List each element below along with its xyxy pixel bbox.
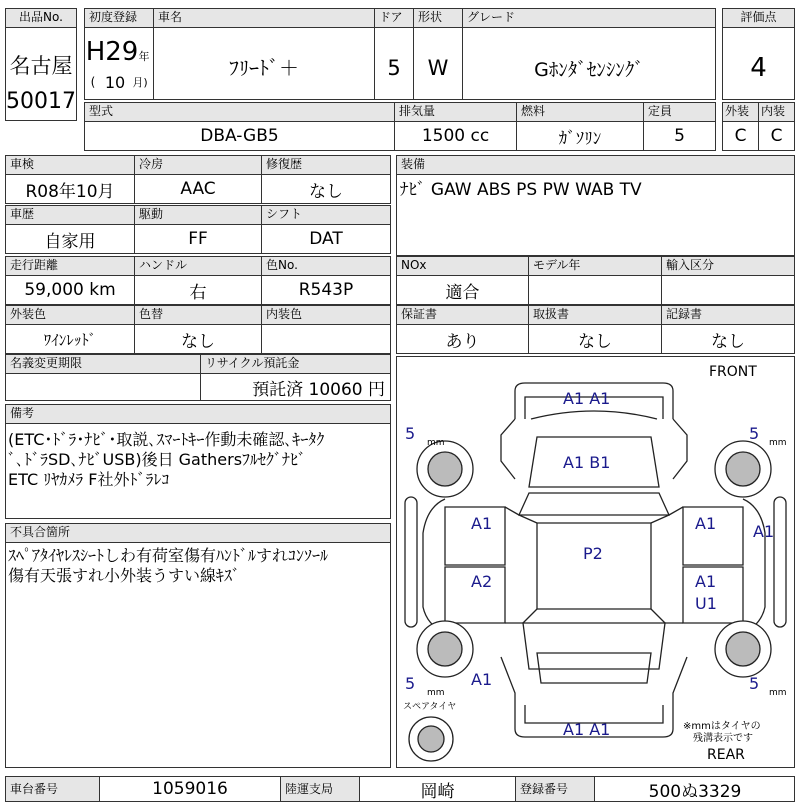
repair: なし [309,181,343,202]
inspection: R08年10月 [25,181,115,202]
tire-depth-left-rear: 5 [405,674,416,693]
first-reg-month: 10 [104,72,126,92]
import [661,275,795,305]
recycle: 預託済 10060 円 [252,379,385,400]
name-change-label: 名義変更期限 [5,354,201,374]
recycle-label: リサイクル預託金 [200,354,391,374]
windshield-shape [519,493,669,515]
defects-line-1: ｽﾍﾟｱﾀｲﾔﾚｽｼｰﾄしわ有荷室傷有ﾊﾝﾄﾞﾙすれｺﾝｿｰﾙ [8,546,329,565]
color-change-label: 色替 [134,305,262,325]
displacement: 1500 cc [421,126,490,146]
capacity: 5 [674,126,685,146]
color-no: R543P [298,280,354,300]
int-color [261,324,391,354]
car-diagram [397,357,794,767]
right-rear-wheel [726,632,760,666]
body-type: W [427,56,449,80]
pillar-lines [519,515,669,623]
doors-label: ドア [374,8,414,28]
chassis-number: 1059016 [152,779,228,799]
tire-note-line-2: 残溝表示です [693,733,753,744]
right-door-joints [665,507,683,623]
manual: なし [578,331,612,352]
capacity-label: 定員 [643,102,716,122]
model: DBA-GB5 [200,126,279,146]
mark-right-fender: A1 [753,522,775,541]
tire-depth-right-front: 5 [749,424,760,443]
color-no-label: 色No. [261,256,391,276]
front-grille [531,411,657,419]
left-door-joints [505,507,523,623]
left-skirt [405,497,417,627]
car-name: ﾌﾘｰﾄﾞ＋ [229,55,299,80]
ext-color-label: 外装色 [5,305,135,325]
record-label: 記録書 [661,305,795,325]
tire-note-line-1: ※mmはタイヤの [683,721,761,732]
repair-label: 修復歴 [261,155,391,175]
first-reg-year: H29 [85,37,139,67]
defects-label: 不具合箇所 [5,523,391,543]
body-type-label: 形状 [413,8,463,28]
left-rear-wheel [428,632,462,666]
tire-unit-right-rear: mm [769,688,787,698]
mark-rear-bumper: A1 A1 [563,720,611,739]
exterior-grade-label: 外装 [722,102,759,122]
equipment-label: 装備 [396,155,795,175]
rear-label: REAR [707,747,745,763]
mark-left-quarter: A1 [471,670,493,689]
mark-hood: A1 B1 [563,453,611,472]
ext-color: ﾜｲﾝﾚｯﾄﾞ [43,330,97,349]
mark-right-front-door: A1 [695,514,717,533]
shift: DAT [309,229,343,249]
ac-label: 冷房 [134,155,262,175]
record: なし [711,331,745,352]
office: 岡崎 [420,781,455,802]
interior-grade-label: 内装 [758,102,795,122]
shift-label: シフト [261,205,391,225]
lot-no-label: 出品No. [5,8,77,28]
model-year-label: モデル年 [528,256,662,276]
grade: Gﾎﾝﾀﾞｾﾝｼﾝｸﾞ [534,58,644,81]
left-side-sill [423,499,445,633]
car-name-label: 車名 [153,8,375,28]
history-label: 車歴 [5,205,135,225]
first-reg-label: 初度登録 [84,8,154,28]
front-label: FRONT [709,364,757,380]
drive: FF [188,229,208,249]
condition-diagram [396,356,795,768]
right-side-sill [743,499,765,633]
notes-line-2: ﾞ､ﾄﾞﾗSD､ﾅﾋﾞUSB)後日 Gathersﾌﾙｾｸﾞﾅﾋﾞ [8,450,307,469]
ac: AAC [180,179,216,199]
year-unit: 年 [138,50,150,63]
nox: 適合 [445,282,480,303]
score: 4 [750,53,767,83]
fuel: ｶﾞｿﾘﾝ [558,128,602,149]
exterior-grade: C [734,126,747,146]
mileage: 59,000 km [24,280,116,300]
tire-depth-left-front: 5 [405,424,416,443]
spare-wheel [418,726,444,752]
spare-label: スペアタイヤ [403,702,457,712]
warranty-label: 保証書 [396,305,529,325]
notes-label: 備考 [5,404,391,424]
mark-roof: P2 [583,544,603,563]
interior-grade: C [770,126,783,146]
mark-left-front-door: A1 [471,514,493,533]
tire-unit-left-rear: mm [427,688,445,698]
color-change: なし [181,331,215,352]
history: 自家用 [44,231,96,252]
rear-glass-shape [537,653,651,683]
equipment-list: ﾅﾋﾞ GAW ABS PS PW WAB TV [400,180,642,200]
tire-unit-left-front: mm [427,438,445,448]
mileage-label: 走行距離 [5,256,135,276]
roof-shape [537,523,651,609]
left-front-wheel [428,452,462,486]
month-open: ( [90,75,96,89]
model-label: 型式 [84,102,395,122]
front-left-corner [501,419,515,479]
import-label: 輸入区分 [661,256,795,276]
rear-hatch-shape [523,623,665,669]
handle-label: ハンドル [134,256,262,276]
site-name: 名古屋 [9,54,73,78]
reg-number: 500ぬ3329 [648,781,742,802]
int-color-label: 内装色 [261,305,391,325]
notes-line-3: ETC ﾘﾔｶﾒﾗ F社外ﾄﾞﾗﾚｺ [8,470,170,489]
mark-front-bumper: A1 A1 [563,389,611,408]
inspection-label: 車検 [5,155,135,175]
mark-right-rear-door-2: U1 [695,594,717,613]
warranty: あり [445,331,480,352]
displacement-label: 排気量 [394,102,517,122]
tire-unit-right-front: mm [769,438,787,448]
model-year [528,275,662,305]
month-unit: 月) [132,76,148,89]
lot-number: 50017 [6,88,76,114]
manual-label: 取扱書 [528,305,662,325]
office-label: 陸運支局 [280,776,360,802]
score-label: 評価点 [722,8,795,28]
front-right-corner [673,419,687,479]
handle: 右 [189,282,207,303]
name-change [5,373,201,401]
right-front-wheel [726,452,760,486]
reg-label: 登録番号 [515,776,595,802]
right-skirt [774,497,786,627]
chassis-label: 車台番号 [5,776,100,802]
mark-right-rear-door: A1 [695,572,717,591]
nox-label: NOx [396,256,529,276]
drive-label: 駆動 [134,205,262,225]
doors: 5 [387,56,401,80]
tire-depth-right-rear: 5 [749,674,760,693]
notes-line-1: (ETC･ﾄﾞﾗ･ﾅﾋﾞ･取説､ｽﾏｰﾄｷｰ作動未確認､ｷｰﾀｸ [8,430,325,449]
fuel-label: 燃料 [516,102,644,122]
grade-label: グレード [462,8,716,28]
defects-line-2: 傷有天張すれ小外装うすい線ｷｽﾞ [8,566,241,585]
mark-left-rear-door: A2 [471,572,493,591]
